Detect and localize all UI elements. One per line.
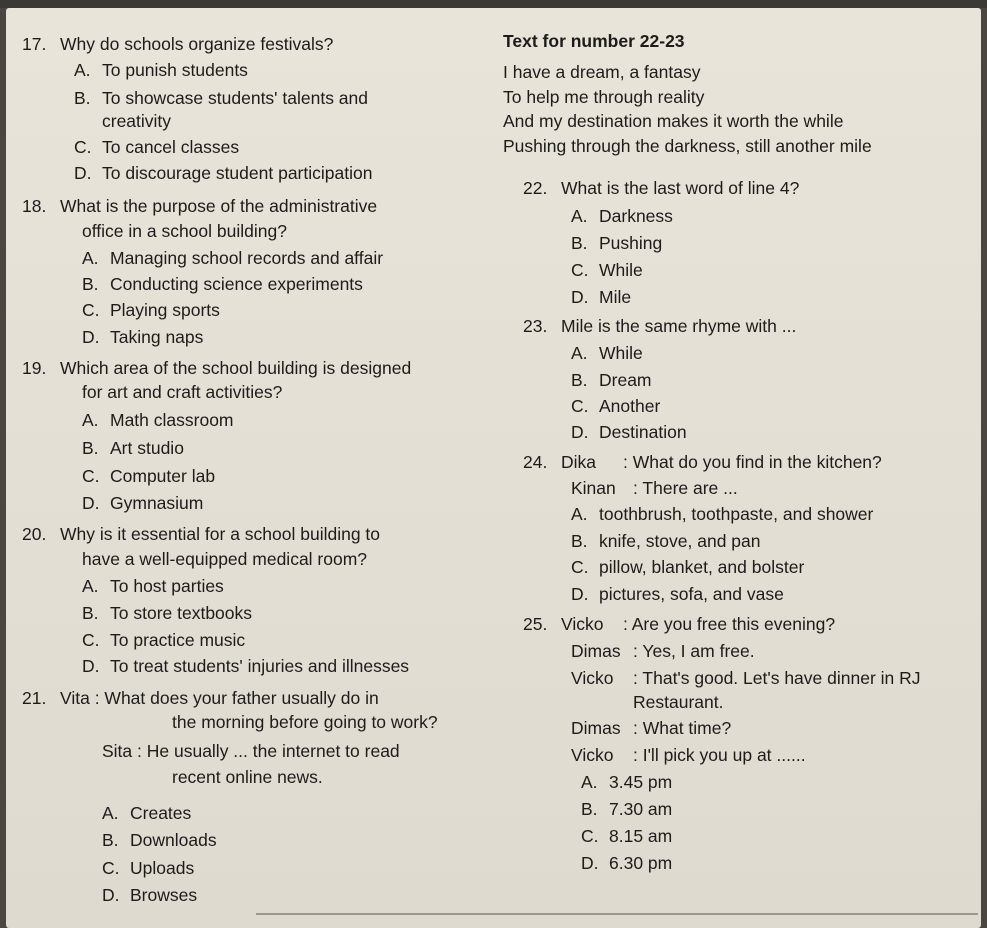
q17-option-d: D. To discourage student participation (74, 163, 373, 183)
q25-dialog-3: Vicko : That's good. Let's have dinner in RJ (571, 668, 921, 688)
question-24-response: Kinan : There are ... (571, 478, 738, 498)
poem-line-2: To help me through reality (503, 87, 705, 107)
q19-option-b: B. Art studio (82, 438, 184, 458)
question-20-cont: have a well-equipped medical room? (82, 549, 368, 569)
q23-option-a: A. While (571, 343, 643, 363)
q22-option-b: B. Pushing (571, 233, 663, 253)
question-21-response-cont: recent online news. (172, 767, 323, 787)
q22-option-a: A. Darkness (571, 206, 673, 226)
q25-dialog-2: Dimas : Yes, I am free. (571, 641, 755, 661)
q22-option-c: C. While (571, 260, 643, 280)
q21-option-c: C. Uploads (102, 858, 195, 878)
question-19: 19. Which area of the school building is designed (22, 358, 412, 378)
q24-option-b: B. knife, stove, and pan (571, 531, 761, 551)
question-24: 24. Dika : What do you find in the kitchen? (523, 452, 882, 472)
q25-option-d: D. 6.30 pm (581, 853, 673, 873)
poem-line-3: And my destination makes it worth the while (503, 111, 844, 131)
q21-option-b: B. Downloads (102, 830, 217, 850)
q20-option-b: B. To store textbooks (82, 603, 253, 623)
question-17: 17. Why do schools organize festivals? (22, 34, 334, 54)
q20-option-d: D. To treat students' injuries and illnesses (82, 656, 410, 676)
q25-dialog-3-cont: Restaurant. (633, 692, 724, 712)
question-22: 22. What is the last word of line 4? (523, 178, 800, 198)
question-23: 23. Mile is the same rhyme with ... (523, 316, 797, 336)
q19-option-c: C. Computer lab (82, 466, 216, 486)
q22-option-d: D. Mile (571, 287, 632, 307)
q18-option-a: A. Managing school records and affair (82, 248, 384, 268)
q20-option-c: C. To practice music (82, 630, 246, 650)
question-18: 18. What is the purpose of the administrative (22, 196, 378, 216)
q17-option-a: A. To punish students (74, 60, 248, 80)
q18-option-b: B. Conducting science experiments (82, 274, 363, 294)
q17-option-c: C. To cancel classes (74, 137, 240, 157)
q20-option-a: A. To host parties (82, 576, 224, 596)
bottom-rule (256, 913, 978, 915)
q25-option-b: B. 7.30 am (581, 799, 673, 819)
question-21-response: Sita : He usually ... the internet to read (102, 741, 400, 761)
q24-option-d: D. pictures, sofa, and vase (571, 584, 784, 604)
question-21-cont: the morning before going to work? (172, 712, 438, 732)
q23-option-d: D. Destination (571, 422, 687, 442)
q23-option-b: B. Dream (571, 370, 652, 390)
q25-dialog-4: Dimas : What time? (571, 718, 732, 738)
photo-edge-top (0, 0, 987, 8)
text-title: Text for number 22-23 (503, 31, 685, 51)
q23-option-c: C. Another (571, 396, 661, 416)
q24-option-a: A. toothbrush, toothpaste, and shower (571, 504, 874, 524)
q18-option-c: C. Playing sports (82, 300, 220, 320)
q17-option-b: B. To showcase students' talents and (74, 88, 369, 108)
question-21: 21. Vita : What does your father usually do in (22, 688, 379, 708)
q25-option-a: A. 3.45 pm (581, 772, 673, 792)
question-19-cont: for art and craft activities? (82, 382, 283, 402)
q18-option-d: D. Taking naps (82, 327, 204, 347)
q25-dialog-5: Vicko : I'll pick you up at ...... (571, 745, 806, 765)
q21-option-a: A. Creates (102, 803, 192, 823)
q19-option-d: D. Gymnasium (82, 493, 204, 513)
q19-option-a: A. Math classroom (82, 410, 234, 430)
poem-line-4: Pushing through the darkness, still another mile (503, 136, 872, 156)
q24-option-c: C. pillow, blanket, and bolster (571, 557, 805, 577)
question-18-cont: office in a school building? (82, 221, 287, 241)
question-20: 20. Why is it essential for a school building to (22, 524, 381, 544)
worksheet-page (6, 8, 981, 928)
q21-option-d: D. Browses (102, 885, 198, 905)
poem-line-1: I have a dream, a fantasy (503, 62, 701, 82)
q17-option-b-cont: creativity (102, 111, 172, 131)
question-25: 25. Vicko : Are you free this evening? (523, 614, 836, 634)
q25-option-c: C. 8.15 am (581, 826, 673, 846)
